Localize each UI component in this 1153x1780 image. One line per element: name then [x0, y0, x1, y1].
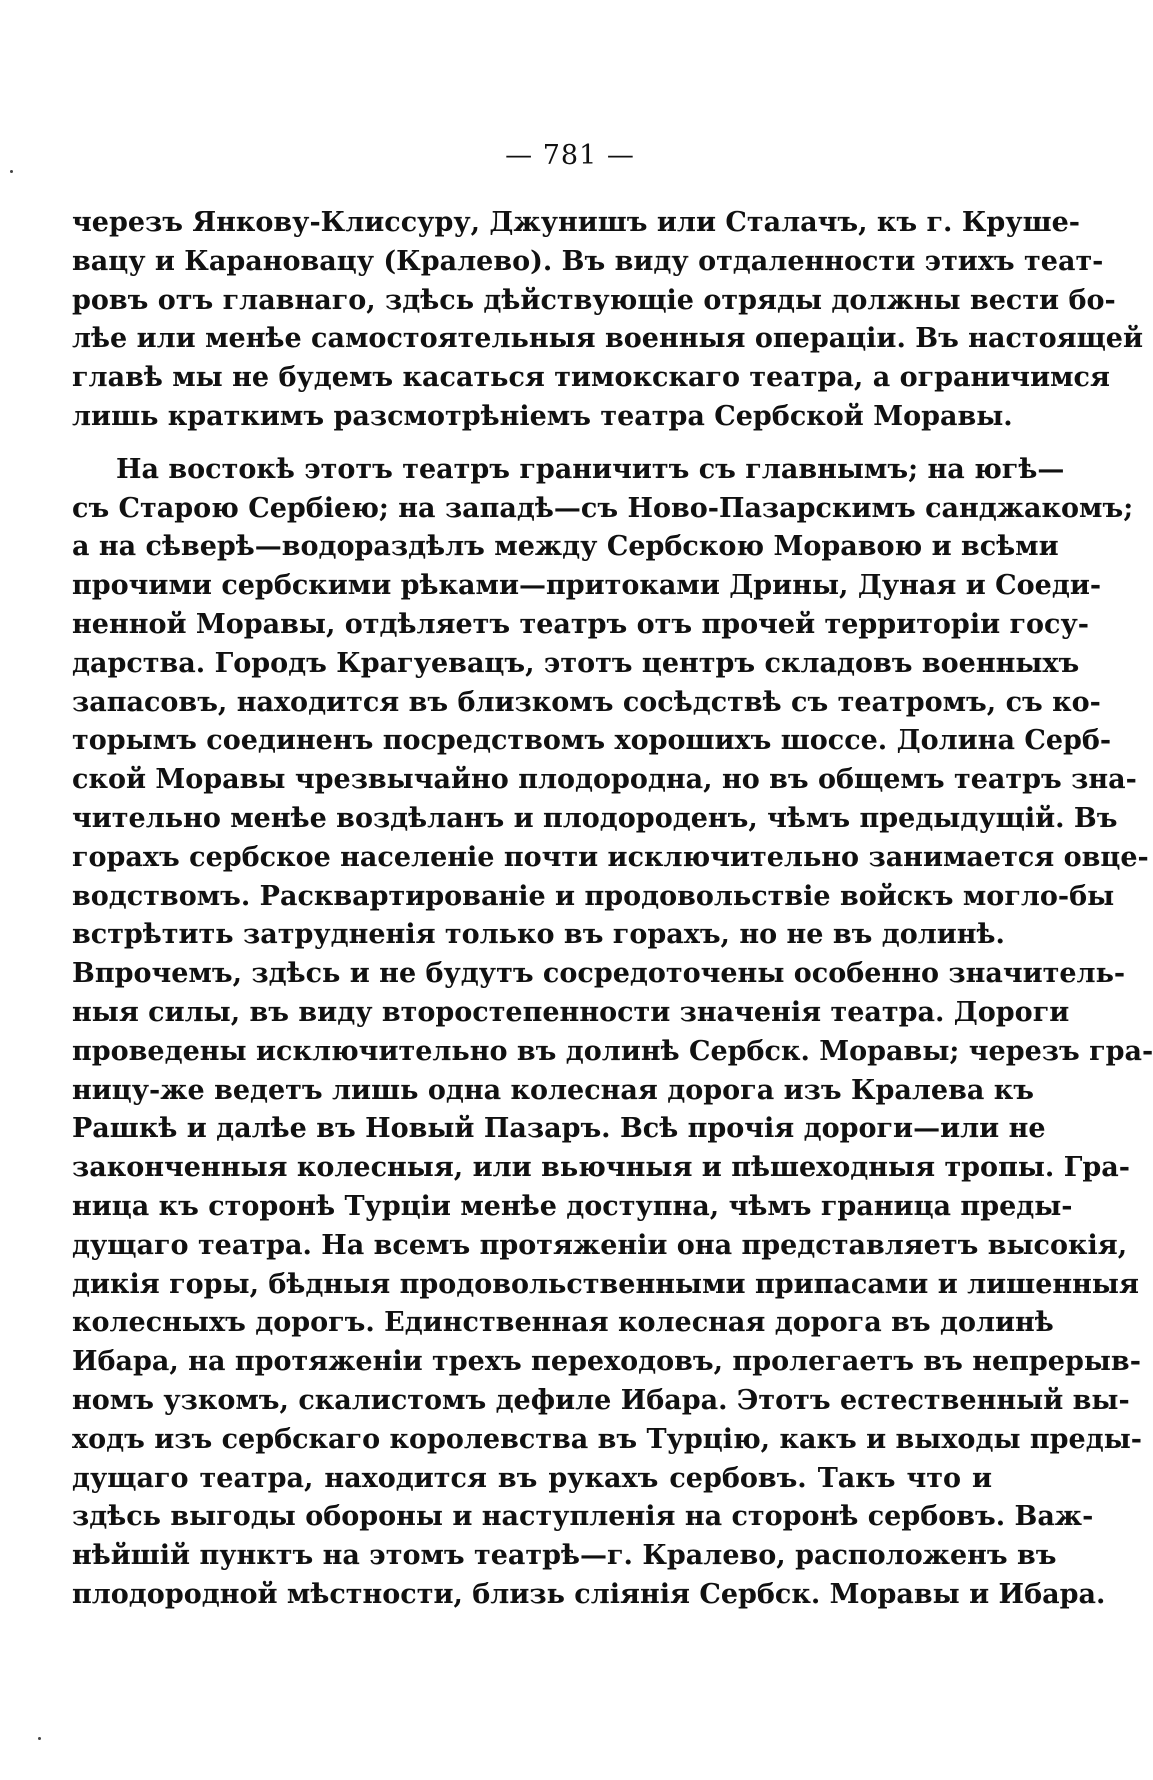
text-line: съ Старою Сербіею; на западѣ—съ Ново-Пазарскимъ санджакомъ;: [72, 492, 1134, 524]
page-number: — 781 —: [505, 140, 635, 171]
text-line: Впрочемъ, здѣсь и не будутъ сосредоточены особенно значитель-: [72, 958, 1126, 990]
text-line: черезъ Янкову-Клиссуру, Джунишъ или Сталачъ, къ г. Круше-: [72, 207, 1080, 238]
text-line: горахъ сербское населеніе почти исключительно занимается овце-: [72, 841, 1149, 873]
text-line: Рашкѣ и далѣе въ Новый Пазаръ. Всѣ прочія дороги—или не: [72, 1113, 1046, 1145]
text-line: вацу и Карановацу (Кралево). Въ виду отдаленности этихъ теат-: [72, 245, 1104, 277]
text-line: лѣе или менѣе самостоятельныя военныя операціи. Въ настоящей: [72, 323, 1143, 355]
text-line: главѣ мы не будемъ касаться тимокскаго театра, а ограничимся: [72, 362, 1110, 394]
text-line: Ибара, на протяженіи трехъ переходовъ, пролегаетъ въ непрерыв-: [72, 1346, 1141, 1378]
text-line: прочими сербскими рѣками—притоками Дрины, Дуная и Соеди-: [72, 570, 1102, 602]
text-line: колесныхъ дорогъ. Единственная колесная дорога въ долинѣ: [72, 1307, 1054, 1339]
body-text: [72, 204, 1153, 1615]
text-line: а на сѣверѣ—водораздѣлъ между Сербскою Моравою и всѣми: [72, 531, 1059, 563]
text-line: ненной Моравы, отдѣляетъ театръ отъ прочей территоріи госу-: [72, 608, 1089, 640]
paragraph-1: [72, 204, 1143, 437]
scan-speck: [10, 170, 13, 173]
text-line: дущаго театра, находится въ рукахъ сербовъ. Такъ что и: [72, 1462, 992, 1494]
text-line: законченныя колесныя, или вьючныя и пѣшеходныя тропы. Гра-: [72, 1152, 1130, 1184]
text-line: дущаго театра. На всемъ протяженіи она представляетъ высокія,: [72, 1229, 1128, 1261]
text-line: ходъ изъ сербскаго королевства въ Турцію, какъ и выходы преды-: [72, 1423, 1142, 1455]
text-line: дарства. Городъ Крагуевацъ, этотъ центръ складовъ военныхъ: [72, 647, 1080, 679]
paragraph-2: [72, 451, 1153, 1615]
text-line: На востокѣ этотъ театръ граничитъ съ главнымъ; на югѣ—: [116, 453, 1065, 485]
paragraph-gap: [72, 437, 992, 451]
text-line: ницу-же ведетъ лишь одна колесная дорога изъ Кралева къ: [72, 1074, 1034, 1106]
text-line: лишь краткимъ разсмотрѣніемъ театра Сербской Моравы.: [72, 400, 1013, 432]
text-line: чительно менѣе воздѣланъ и плодороденъ, чѣмъ предыдущій. Въ: [72, 802, 1118, 834]
text-line: встрѣтить затрудненія только въ горахъ, но не въ долинѣ.: [72, 919, 1005, 951]
text-line: водствомъ. Расквартированіе и продовольствіе войскъ могло-бы: [72, 880, 1115, 912]
text-line: здѣсь выгоды обороны и наступленія на сторонѣ сербовъ. Важ-: [72, 1501, 1094, 1533]
text-line: плодородной мѣстности, близь сліянія Сербск. Моравы и Ибара.: [72, 1578, 1106, 1610]
text-line: дикія горы, бѣдныя продовольственными припасами и лишенныя: [72, 1268, 1139, 1300]
text-line: номъ узкомъ, скалистомъ дефиле Ибара. Этотъ естественный вы-: [72, 1384, 1130, 1416]
scan-speck: [38, 1737, 41, 1740]
text-line: торымъ соединенъ посредствомъ хорошихъ шоссе. Долина Серб-: [72, 725, 1112, 757]
text-line: ровъ отъ главнаго, здѣсь дѣйствующіе отряды должны вести бо-: [72, 284, 1116, 316]
text-line: запасовъ, находится въ близкомъ сосѣдствѣ съ театромъ, съ ко-: [72, 686, 1101, 718]
text-line: ской Моравы чрезвычайно плодородна, но въ общемъ театръ зна-: [72, 764, 1137, 796]
text-line: проведены исключительно въ долинѣ Сербск. Моравы; черезъ гра-: [72, 1035, 1153, 1067]
text-line: ница къ сторонѣ Турціи менѣе доступна, чѣмъ граница преды-: [72, 1190, 1073, 1222]
text-line: нѣйшій пунктъ на этомъ театрѣ—г. Кралево, расположенъ въ: [72, 1540, 1057, 1572]
text-line: ныя силы, въ виду второстепенности значенія театра. Дороги: [72, 996, 1070, 1028]
